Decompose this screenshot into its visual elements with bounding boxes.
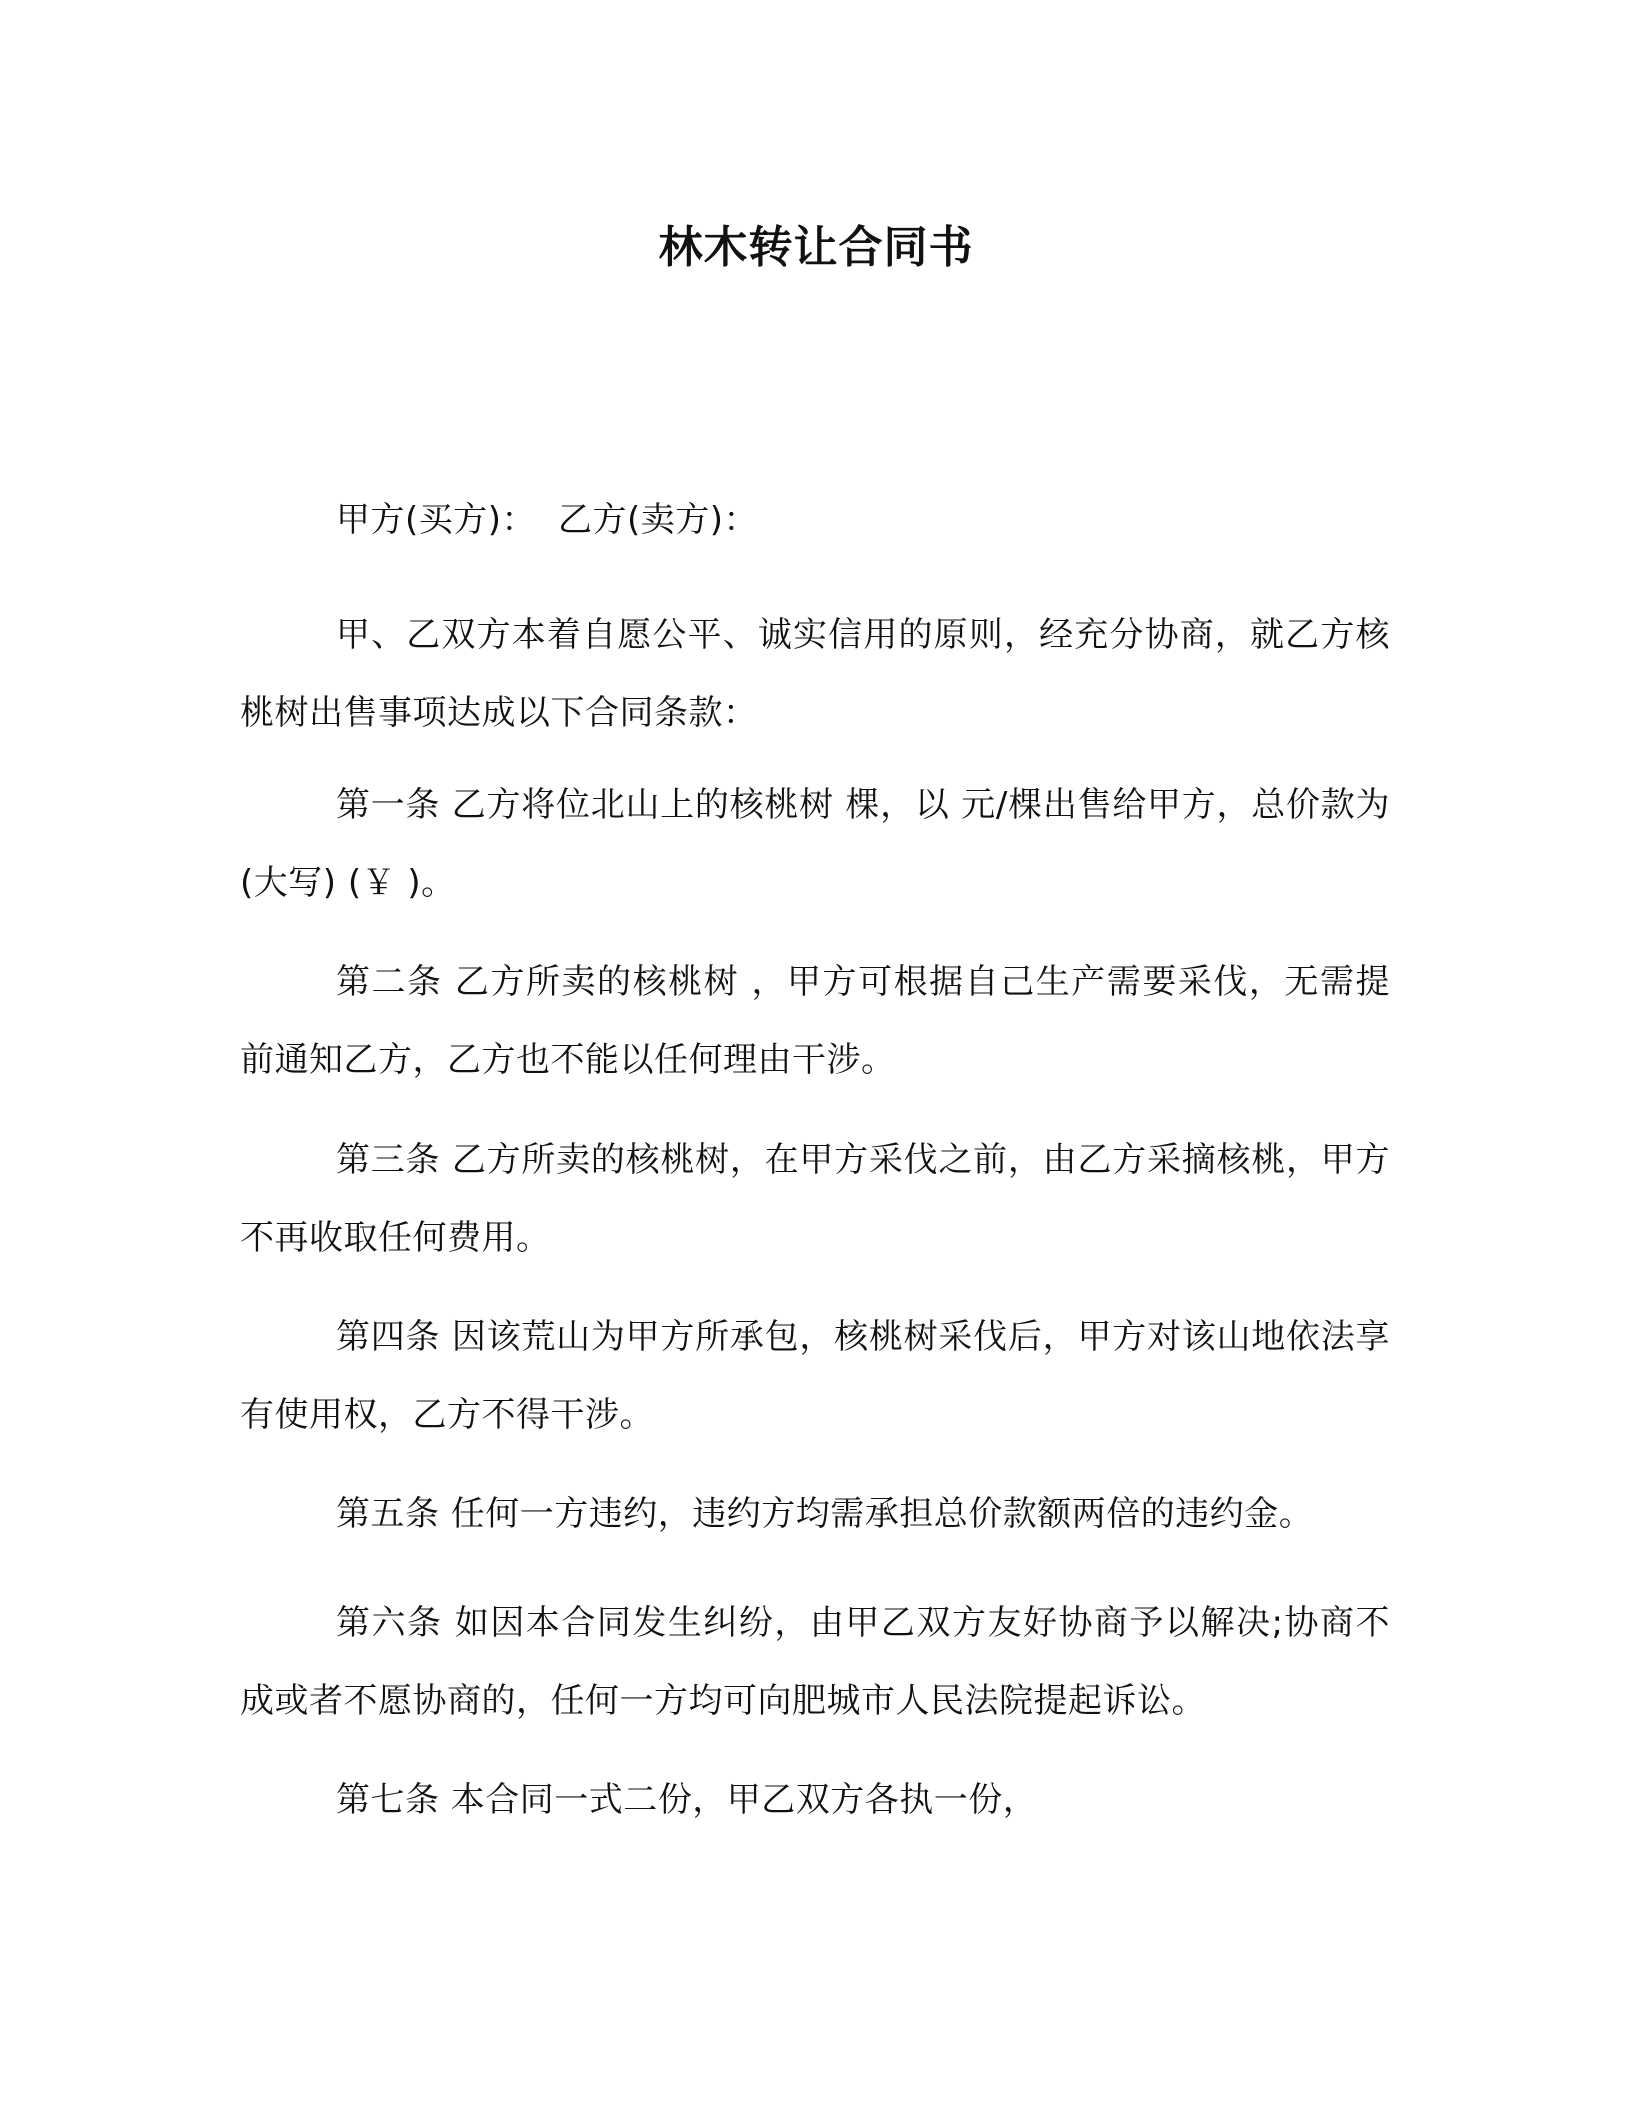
article-5: 第五条 任何一方违约，违约方均需承担总价款额两倍的违约金。	[336, 1494, 1314, 1534]
article-1-block	[240, 766, 1390, 922]
parties-line	[336, 490, 758, 550]
document-title: 林木转让合同书	[658, 222, 974, 273]
article-2: 第二条 乙方所卖的核桃树 ，甲方可根据自己生产需要采伐，无需提前通知乙方，乙方也不能以任何理由干涉。	[240, 962, 1390, 1080]
article-6: 第六条 如因本合同发生纠纷，由甲乙双方友好协商予以解决;协商不成或者不愿协商的，任何一方均可向肥城市人民法院提起诉讼。	[240, 1603, 1390, 1721]
article-5-block	[240, 1475, 1390, 1553]
article-7-block	[240, 1761, 1390, 1839]
preamble-block	[240, 596, 1390, 752]
article-7: 第七条 本合同一式二份，甲乙双方各执一份，	[336, 1780, 1038, 1820]
article-3: 第三条 乙方所卖的核桃树，在甲方采伐之前，由乙方采摘核桃，甲方不再收取任何费用。	[240, 1140, 1390, 1258]
preamble-paragraph: 甲、乙双方本着自愿公平、诚实信用的原则，经充分协商，就乙方核桃树出售事项达成以下合同条款：	[240, 615, 1390, 733]
article-3-block	[240, 1121, 1390, 1277]
article-1: 第一条 乙方将位北山上的核桃树 棵，以 元/棵出售给甲方，总价款为(大写) (￥ )。	[240, 785, 1390, 903]
article-2-block	[240, 943, 1390, 1099]
article-6-block	[240, 1584, 1390, 1740]
party-a-label: 甲方(买方)：	[336, 500, 537, 540]
article-4: 第四条 因该荒山为甲方所承包，核桃树采伐后，甲方对该山地依法享有使用权，乙方不得干涉。	[240, 1317, 1390, 1435]
party-b-label: 乙方(卖方)：	[558, 500, 759, 540]
article-4-block	[240, 1298, 1390, 1454]
